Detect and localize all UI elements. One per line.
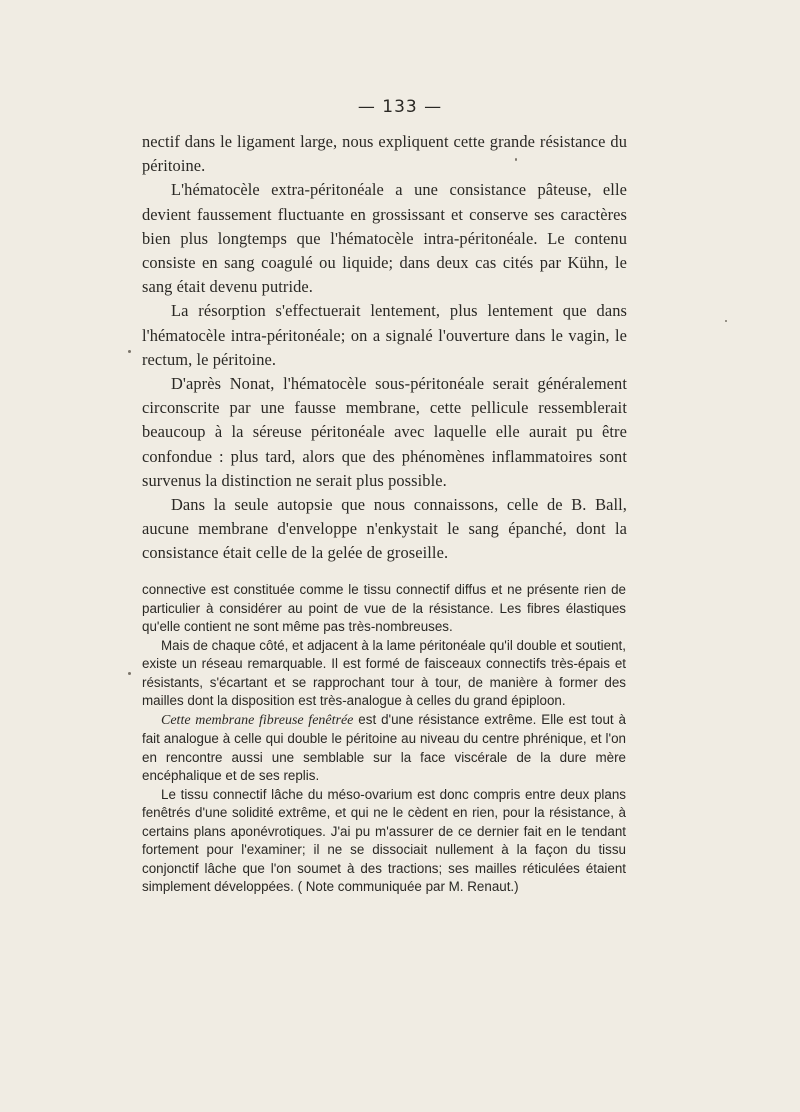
main-paragraph: L'hématocèle extra-péritonéale a une consistance pâteuse, elle devient faussement fluctuante en grossissant et conserve ses caractères bien plus longtemps que l'hématocèle intra-péritonéale. Le contenu consiste en sang coagulé ou liquide; dans deux cas cités par Kühn, le sang était devenu putride. (142, 180, 627, 297)
main-text-body (142, 130, 627, 566)
paper-speck (515, 158, 517, 161)
main-paragraph: Dans la seule autopsie que nous connaissons, celle de B. Ball, aucune membrane d'enveloppe n'enkystait le sang épanché, dont la consistance était celle de la gelée de groseille. (142, 495, 627, 563)
note-paragraph: Le tissu connectif lâche du méso-ovarium est donc compris entre deux plans fenêtrés d'une solidité extrême, et qui ne le cèdent en rien, pour la résistance, à certains plans aponévrotiques. J'ai pu m'assurer de ce dernier fait en le tendant fortement pour l'examiner; il ne se dissociait nullement à la façon du tissu conjonctif lâche que l'on soumet à des tractions; ses mailles réticulées étaient simplement développées. ( Note communiquée par M. Renaut.) (142, 786, 626, 894)
main-paragraph: La résorption s'effectuerait lentement, plus lentement que dans l'hématocèle intra-péritonéale; on a signalé l'ouverture dans le vagin, le rectum, le péritoine. (142, 301, 627, 369)
page-number: — 133 — (357, 97, 443, 117)
paper-speck (128, 672, 131, 675)
paper-speck (128, 350, 131, 353)
footnote-body (142, 581, 626, 897)
main-paragraph: nectif dans le ligament large, nous expliquent cette grande résistance du péritoine. (142, 132, 627, 176)
note-paragraph: Mais de chaque côté, et adjacent à la lame péritonéale qu'il double et soutient, existe un réseau remarquable. Il est formé de faisceaux connectifs très-épais et résistants, s'écartant et se rapprochant tour à tour, de manière à former des mailles dont la disposition est très-analogue à celles du grand épiploon. (142, 637, 626, 708)
note-paragraph-text: est d'une résistance extrême. Elle est tout à fait analogue à celle qui double le péritoine au niveau du centre phrénique, et l'on en rencontre aussi une semblable sur la face viscérale de la dure mère encéphalique et de ses replis. (142, 711, 626, 783)
main-paragraph: D'après Nonat, l'hématocèle sous-péritonéale serait généralement circonscrite par une fausse membrane, cette pellicule ressemblerait beaucoup à la séreuse péritonéale avec laquelle elle aurait pu être confondue : plus tard, alors que des phénomènes inflammatoires sont survenus la distinction ne serait plus possible. (142, 374, 627, 490)
note-paragraph (142, 711, 626, 786)
note-emphasis: Cette membrane fibreuse fenêtrée (161, 712, 354, 728)
paper-speck (725, 320, 727, 322)
note-paragraph: connective est constituée comme le tissu connectif diffus et ne présente rien de particulier à considérer au point de vue de la résistance. Les fibres élastiques qu'elle contient ne sont même pas très-nombreuses. (142, 582, 626, 634)
